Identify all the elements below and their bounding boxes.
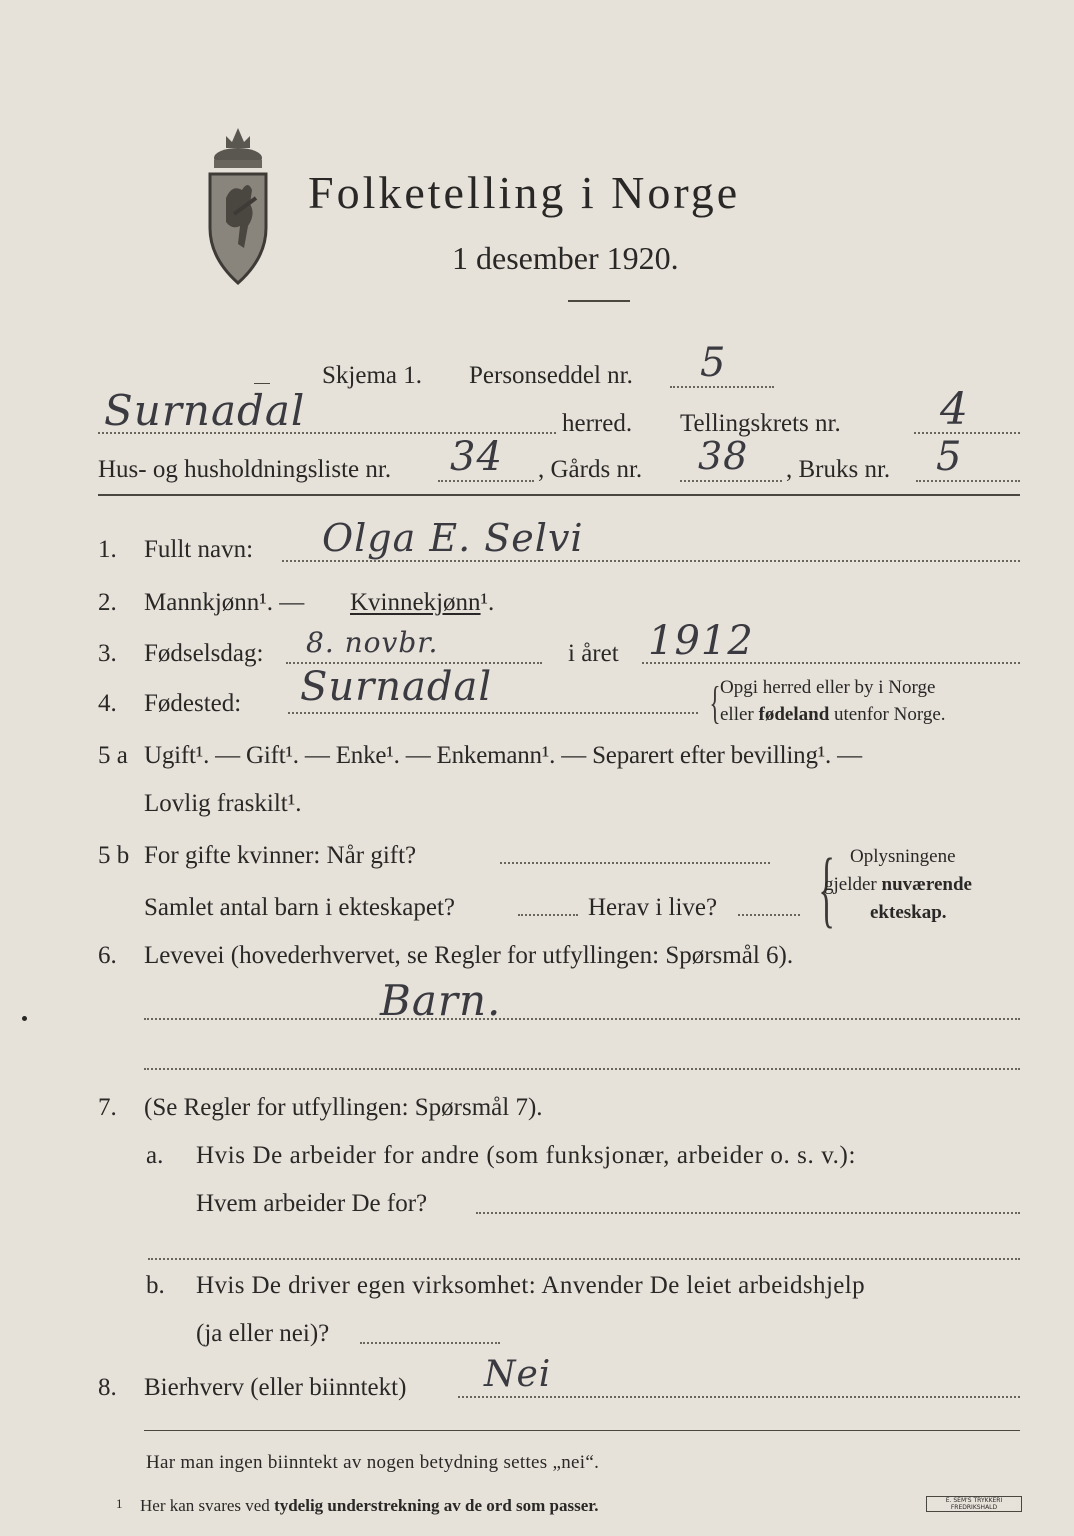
q5b-line-1: For gifte kvinner: Når gift? [144, 842, 417, 869]
q4-number: 4. [98, 690, 117, 717]
q2-number: 2. [98, 589, 117, 616]
husliste-field-line [438, 480, 534, 482]
q4-note-line-2 [720, 704, 946, 726]
q2-kvinnekjonn-sup: ¹. [480, 589, 495, 616]
q6-field-line-1 [144, 1018, 1020, 1020]
q8-number: 8. [98, 1374, 117, 1401]
q5b-line-2a: Samlet antal barn i ekteskapet? [144, 894, 455, 921]
q8-field-line [458, 1396, 1020, 1398]
q7a-field-line-2 [148, 1258, 1020, 1260]
q7-number: 7. [98, 1094, 117, 1121]
q4-label: Fødested: [144, 690, 242, 717]
q1-label: Fullt navn: [144, 536, 254, 563]
title-divider [568, 300, 630, 302]
q5b-gift-field-line [500, 862, 770, 864]
q3-year-value: 1912 [648, 618, 754, 664]
personseddel-label: Personseddel nr. [469, 362, 633, 389]
q4-note-line-1: Opgi herred eller by i Norge [720, 677, 936, 698]
q7-label: (Se Regler for utfyllingen: Spørsmål 7). [144, 1094, 543, 1121]
husliste-value: 34 [450, 434, 503, 480]
q3-label: Fødselsdag: [144, 640, 264, 667]
norwegian-coat-of-arms-icon [196, 118, 280, 288]
q7b-line-2: (ja eller nei)? [196, 1320, 330, 1347]
q4-note-2a: eller [720, 704, 759, 725]
husliste-label: Hus- og husholdningsliste nr. [98, 456, 392, 483]
personseddel-field-line [670, 386, 774, 388]
q2-kvinnekjonn-underlined: Kvinnekjønn [350, 589, 481, 616]
q6-label: Levevei (hovederhvervet, se Regler for utfyllingen: Spørsmål 6). [144, 942, 794, 969]
q8-label: Bierhverv (eller biinntekt) [144, 1374, 407, 1401]
q7b-field-line [360, 1342, 500, 1344]
q7b-letter: b. [146, 1272, 165, 1299]
personseddel-value: 5 [700, 340, 727, 386]
q5b-note-line-1: Oplysningene [850, 846, 956, 867]
notes-separator [144, 1430, 1020, 1431]
q4-note-brace: { [709, 677, 721, 728]
herred-mark [254, 383, 270, 384]
q4-value: Surnadal [300, 664, 493, 710]
footnote-text [140, 1496, 599, 1516]
herred-value: Surnadal [104, 386, 306, 435]
q5a-line-2: Lovlig fraskilt¹. [144, 790, 302, 817]
q5b-note-line-2 [824, 874, 972, 896]
bruks-label: , Bruks nr. [786, 456, 891, 483]
form-date: 1 desember 1920. [452, 240, 679, 276]
q1-value: Olga E. Selvi [322, 516, 584, 560]
q3-value: 8. novbr. [306, 626, 439, 659]
q3-year-label: i året [568, 640, 619, 667]
q2-mannkjonn: Mannkjønn¹. — [144, 589, 305, 616]
margin-dot [22, 1016, 27, 1021]
q5b-barn-field-line [518, 914, 578, 916]
q5b-note-2a: gjelder [824, 874, 882, 895]
q5b-line-2b: Herav i live? [588, 894, 718, 921]
q8-value: Nei [484, 1354, 552, 1395]
q4-note-2b: fødeland [758, 704, 830, 725]
q3-number: 3. [98, 640, 117, 667]
herred-label: herred. [562, 410, 633, 437]
q5b-number: 5 b [98, 842, 130, 869]
q5a-line-1: Ugift¹. — Gift¹. — Enke¹. — Enkemann¹. — Separert efter bevilling¹. — [144, 742, 862, 769]
q6-field-line-2 [144, 1068, 1020, 1070]
q6-number: 6. [98, 942, 117, 969]
q7a-line-1: Hvis De arbeider for andre (som funksjonær, arbeider o. s. v.): [196, 1142, 856, 1169]
form-title: Folketelling i Norge [308, 167, 741, 218]
q4-field-line [288, 712, 698, 714]
gards-value: 38 [698, 434, 749, 478]
header-separator [98, 494, 1020, 496]
q7b-line-1: Hvis De driver egen virksomhet: Anvender De leiet arbeidshjelp [196, 1272, 866, 1299]
q5b-note-brace: { [818, 840, 835, 936]
q7a-field-line-1 [476, 1212, 1020, 1214]
footnote-text-b: tydelig understrekning av de ord som passer. [274, 1496, 599, 1515]
q5b-note-line-3: ekteskap. [870, 902, 947, 923]
footnote-text-a: Her kan svares ved [140, 1496, 275, 1515]
q4-note-2c: utenfor Norge. [829, 704, 946, 725]
q6-value: Barn. [380, 976, 502, 1025]
q5b-note-2b: nuværende [881, 874, 972, 895]
q1-number: 1. [98, 536, 117, 563]
tellingskrets-label: Tellingskrets nr. [680, 410, 841, 437]
gards-field-line [680, 480, 782, 482]
q1-field-line [282, 560, 1020, 562]
q5b-live-field-line [738, 914, 800, 916]
skjema-label: Skjema 1. [322, 362, 422, 389]
gards-label: , Gårds nr. [538, 456, 643, 483]
nei-note: Har man ingen biinntekt av nogen betydning settes „nei“. [146, 1452, 600, 1473]
printer-stamp: E. SEM'S TRYKKERI FREDRIKSHALD [926, 1496, 1022, 1512]
q7a-letter: a. [146, 1142, 164, 1169]
footnote-number: 1 [116, 1496, 123, 1511]
bruks-value: 5 [936, 434, 963, 480]
bruks-field-line [916, 480, 1020, 482]
q5a-number: 5 a [98, 742, 128, 769]
tellingskrets-value: 4 [940, 384, 969, 435]
q7a-line-2: Hvem arbeider De for? [196, 1190, 428, 1217]
q2-kvinnekjonn [350, 589, 494, 617]
